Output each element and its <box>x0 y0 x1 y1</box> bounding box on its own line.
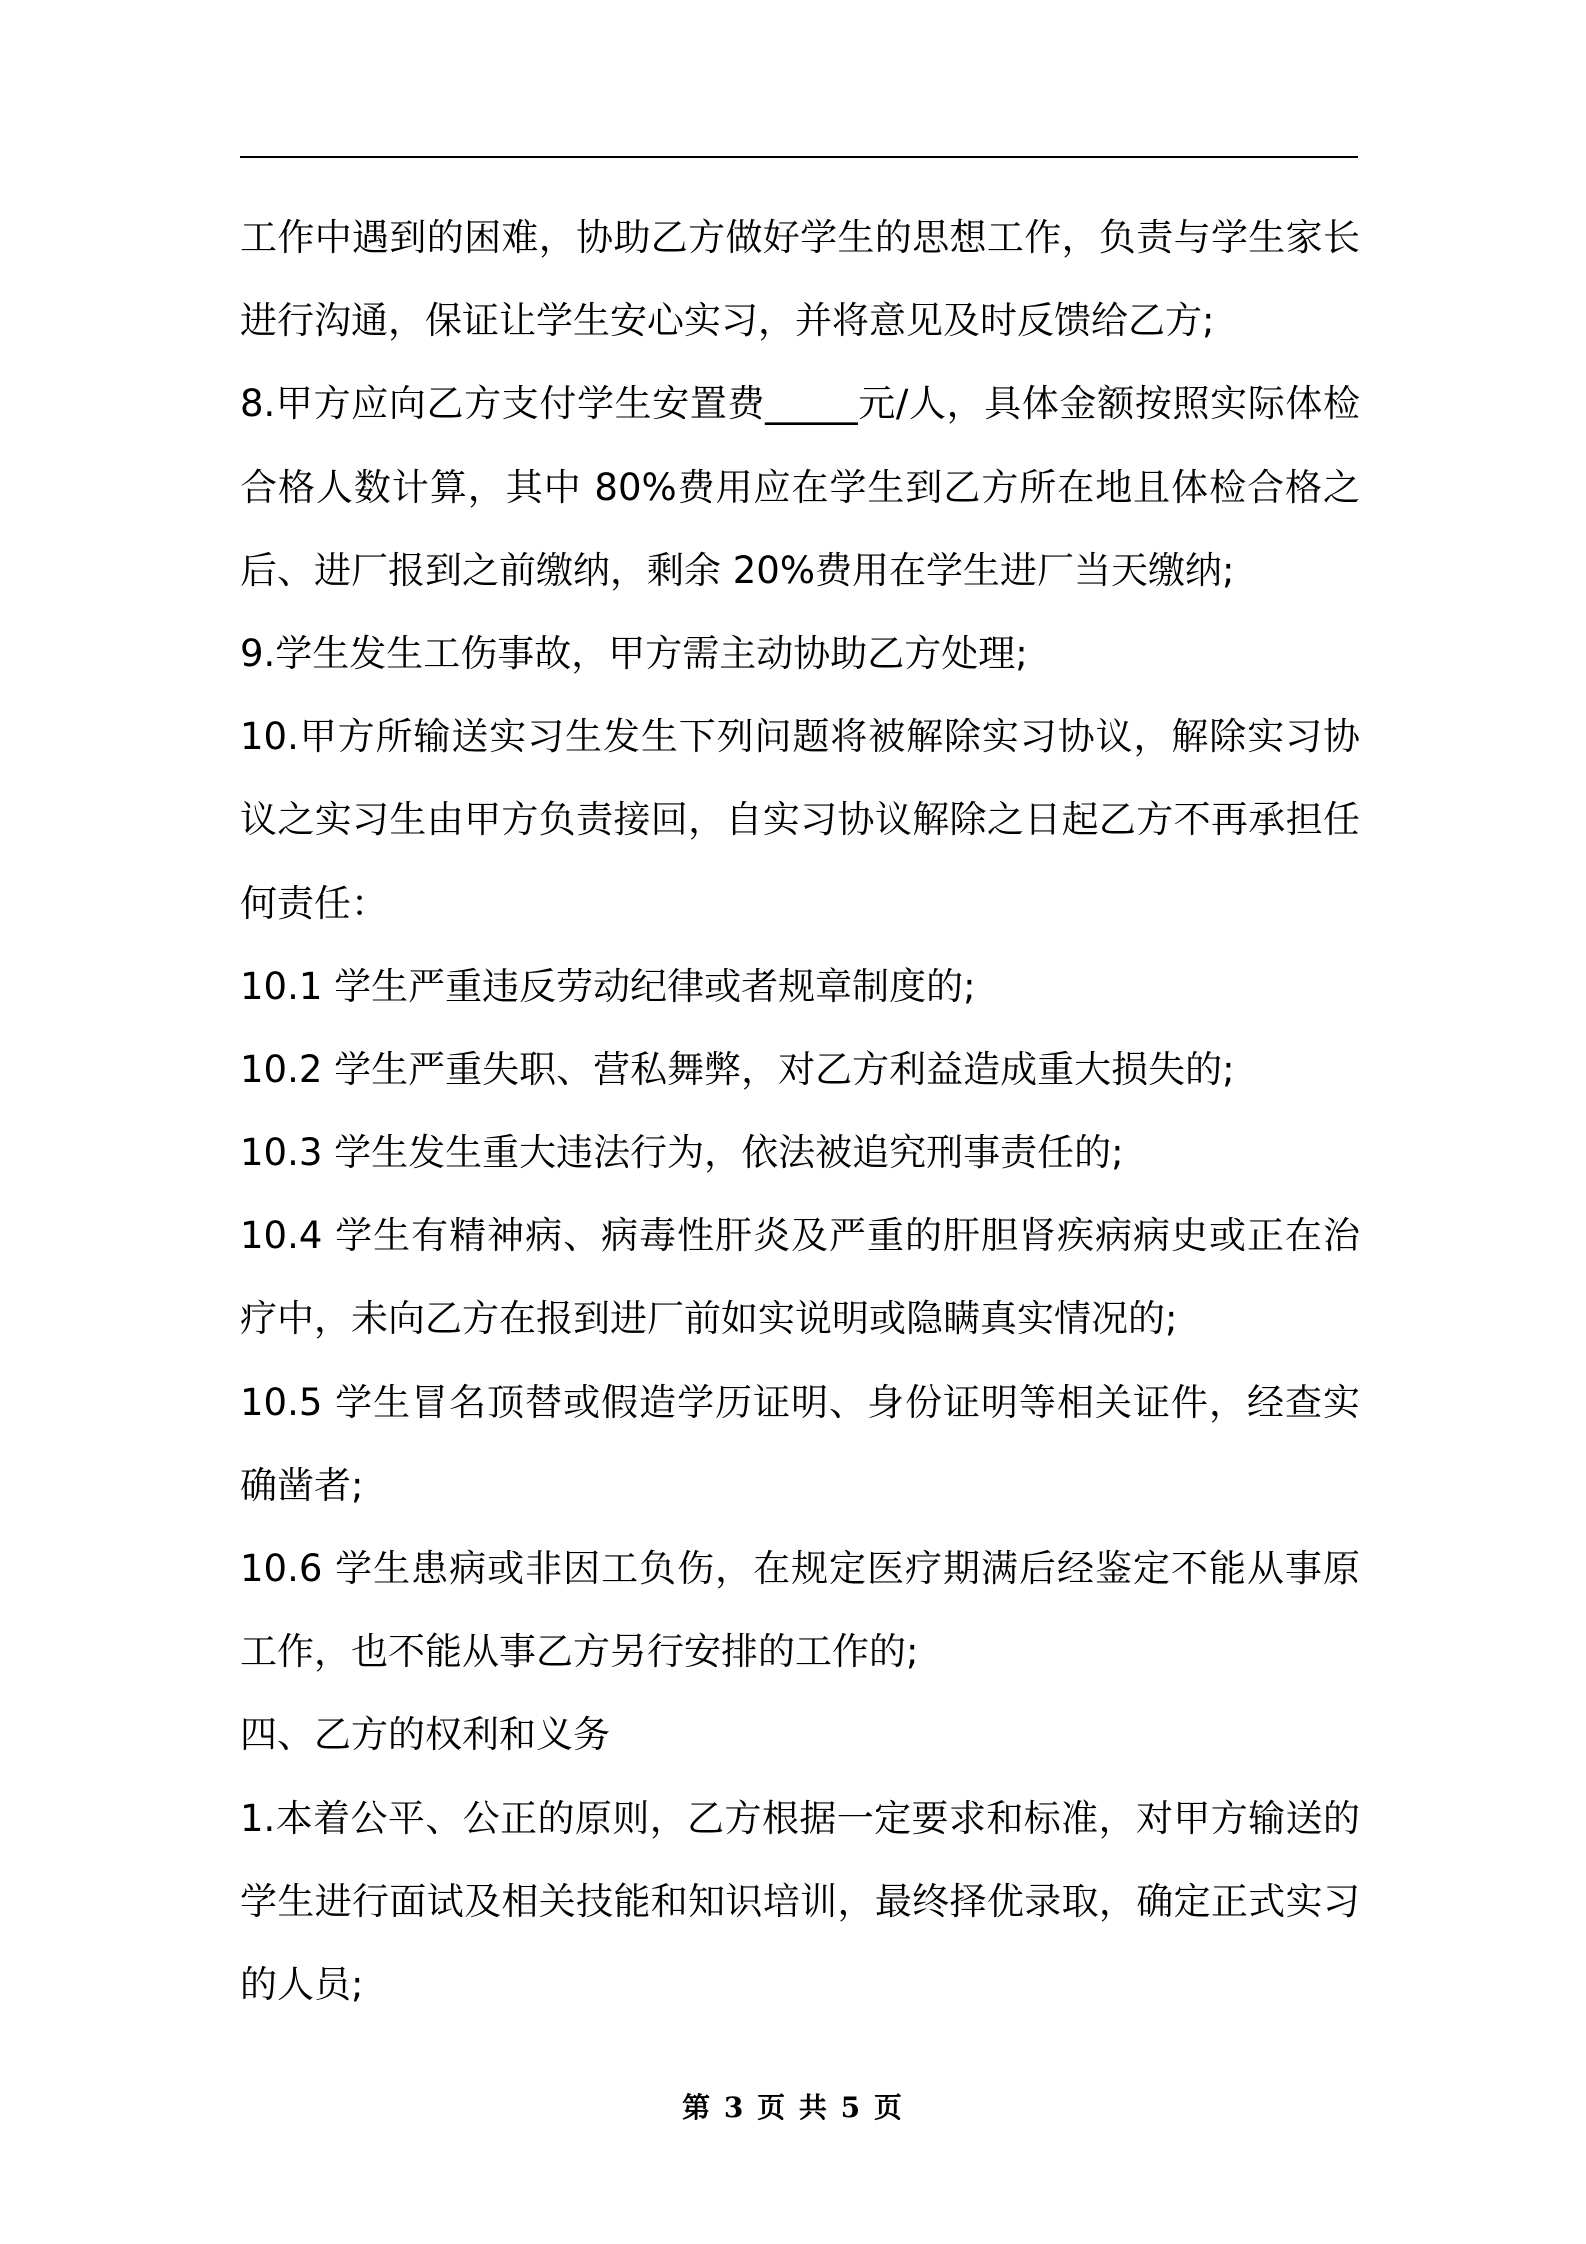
current-page-number: 3 <box>723 2091 746 2124</box>
text-line: 10.2 学生严重失职、营私舞弊，对乙方利益造成重大损失的; <box>240 1047 1235 1091</box>
text-line: 何责任： <box>240 881 388 925</box>
footer-middle: 页 共 <box>745 2091 841 2124</box>
text-line: 工作中遇到的困难，协助乙方做好学生的思想工作，负责与学生家长 <box>240 216 1360 259</box>
text-line: 后、进厂报到之前缴纳，剩余 20%费用在学生进厂当天缴纳; <box>240 548 1235 592</box>
text-line: 1.本着公平、公正的原则，乙方根据一定要求和标准，对甲方输送的 <box>240 1796 1360 1840</box>
text-line: 8.甲方应向乙方支付学生安置费_____元/人，具体金额按照实际体检 <box>240 382 1360 426</box>
document-body <box>240 196 1360 2026</box>
text-line: 10.4 学生有精神病、病毒性肝炎及严重的肝胆肾疾病病史或正在治 <box>240 1214 1360 1258</box>
text-line: 合格人数计算，其中 80%费用应在学生到乙方所在地且体检合格之 <box>240 465 1360 509</box>
text-line: 10.1 学生严重违反劳动纪律或者规章制度的; <box>240 964 976 1008</box>
text-line: 10.6 学生患病或非因工负伤，在规定医疗期满后经鉴定不能从事原 <box>240 1547 1360 1590</box>
header-rule <box>240 156 1358 158</box>
text-line: 工作，也不能从事乙方另行安排的工作的; <box>240 1630 919 1674</box>
text-line: 9.学生发生工伤事故，甲方需主动协助乙方处理; <box>240 631 1028 675</box>
text-line: 的人员; <box>240 1962 364 2006</box>
text-line: 10.5 学生冒名顶替或假造学历证明、身份证明等相关证件，经查实 <box>240 1380 1360 1424</box>
text-line: 四、乙方的权利和义务 <box>240 1713 610 1757</box>
footer-suffix: 页 <box>862 2091 904 2124</box>
text-line: 确凿者; <box>240 1463 364 1507</box>
page-footer <box>0 2088 1586 2128</box>
total-pages-number: 5 <box>840 2091 863 2124</box>
text-line: 进行沟通，保证让学生安心实习，并将意见及时反馈给乙方; <box>240 299 1215 343</box>
text-line: 疗中，未向乙方在报到进厂前如实说明或隐瞒真实情况的; <box>240 1297 1178 1341</box>
text-line: 10.甲方所输送实习生发生下列问题将被解除实习协议，解除实习协 <box>240 715 1360 759</box>
text-line: 学生进行面试及相关技能和知识培训，最终择优录取，确定正式实习 <box>240 1879 1360 1923</box>
footer-prefix: 第 <box>682 2091 724 2124</box>
text-line: 10.3 学生发生重大违法行为，依法被追究刑事责任的; <box>240 1131 1124 1175</box>
text-line: 议之实习生由甲方负责接回，自实习协议解除之日起乙方不再承担任 <box>240 798 1360 842</box>
